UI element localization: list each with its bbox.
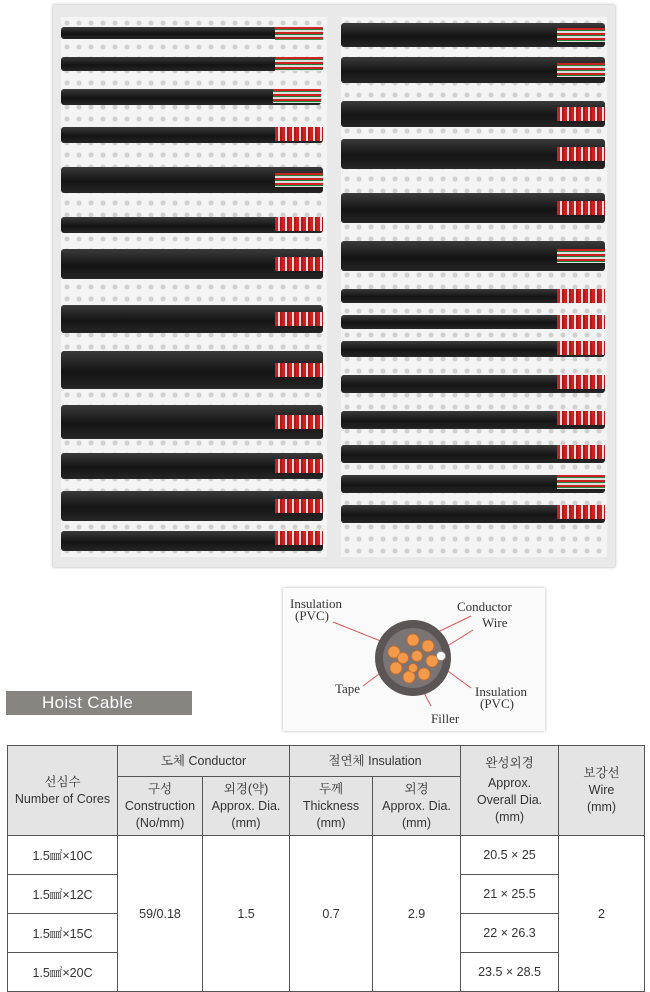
cable bbox=[341, 411, 605, 429]
header-overall-en-2: Overall Dia. bbox=[476, 793, 543, 807]
cable bbox=[61, 491, 323, 521]
header-construction bbox=[118, 777, 203, 836]
cable bbox=[341, 193, 605, 223]
header-cores bbox=[8, 746, 118, 836]
header-construction-ko: 구성 bbox=[147, 781, 173, 796]
cable bbox=[341, 139, 605, 169]
cell-overall-dia: 23.5 × 28.5 bbox=[461, 953, 559, 992]
table-row bbox=[8, 836, 645, 875]
cell-overall-dia: 20.5 × 25 bbox=[461, 836, 559, 875]
cell-wire: 2 bbox=[559, 836, 645, 992]
label-tape: Tape bbox=[335, 681, 361, 696]
cross-section-diagram bbox=[283, 588, 545, 731]
cable bbox=[341, 315, 605, 329]
cell-construction: 59/0.18 bbox=[118, 836, 203, 992]
cable bbox=[341, 57, 605, 83]
header-overall-en-1: Approx. bbox=[487, 776, 532, 790]
header-cores-en: Number of Cores bbox=[14, 791, 111, 806]
header-conductor-group: 도체 Conductor bbox=[118, 746, 290, 777]
cable bbox=[61, 531, 323, 551]
cell-cores: 1.5㎟×15C bbox=[8, 914, 118, 953]
header-overall-unit: (mm) bbox=[494, 810, 525, 824]
cell-cores: 1.5㎟×12C bbox=[8, 875, 118, 914]
cable bbox=[341, 289, 605, 303]
cable bbox=[341, 505, 605, 523]
cable bbox=[61, 217, 323, 233]
header-cond-dia-en: Approx. Dia. bbox=[211, 798, 281, 813]
header-conductor-dia bbox=[203, 777, 290, 836]
cell-overall-dia: 22 × 26.3 bbox=[461, 914, 559, 953]
header-insulation-group: 절연체 Insulation bbox=[290, 746, 461, 777]
label-wire: Wire bbox=[482, 615, 508, 630]
header-overall-dia bbox=[461, 746, 559, 836]
cable bbox=[341, 23, 605, 47]
cable bbox=[341, 375, 605, 393]
cable bbox=[61, 27, 323, 39]
header-thickness-en: Thickness bbox=[302, 798, 360, 813]
cable bbox=[61, 167, 323, 193]
header-insulation-dia bbox=[373, 777, 461, 836]
header-overall-ko: 완성외경 bbox=[485, 756, 534, 770]
cable bbox=[341, 101, 605, 127]
cable bbox=[341, 341, 605, 357]
header-wire-ko: 보강선 bbox=[583, 766, 620, 780]
cell-cores: 1.5㎟×10C bbox=[8, 836, 118, 875]
header-thickness-unit: (mm) bbox=[316, 815, 346, 830]
header-cores-ko: 선심수 bbox=[44, 774, 81, 789]
header-ins-dia-unit: (mm) bbox=[401, 815, 432, 830]
header-cond-dia-unit: (mm) bbox=[231, 815, 261, 830]
cell-cores: 1.5㎟×20C bbox=[8, 953, 118, 992]
header-cond-dia-ko: 외경(약) bbox=[223, 781, 269, 796]
label-conductor: Conductor bbox=[457, 599, 512, 614]
cable bbox=[61, 305, 323, 333]
photo-panel-left bbox=[61, 17, 327, 557]
label-insulation-top-pvc: (PVC) bbox=[295, 608, 329, 623]
cell-overall-dia: 21 × 25.5 bbox=[461, 875, 559, 914]
header-thickness bbox=[290, 777, 373, 836]
header-ins-dia-ko: 외경 bbox=[404, 781, 429, 796]
header-construction-en: Construction bbox=[124, 798, 196, 813]
label-filler: Filler bbox=[431, 711, 460, 726]
header-wire-unit: (mm) bbox=[586, 800, 617, 814]
header-ins-dia-en: Approx. Dia. bbox=[382, 798, 451, 813]
header-wire-en: Wire bbox=[588, 783, 615, 797]
header-wire bbox=[559, 746, 645, 836]
cell-conductor-dia: 1.5 bbox=[203, 836, 290, 992]
spec-table bbox=[7, 745, 645, 992]
cable bbox=[61, 249, 323, 279]
cable bbox=[341, 445, 605, 463]
section-title: Hoist Cable bbox=[6, 691, 192, 715]
header-thickness-ko: 두께 bbox=[318, 781, 344, 796]
cell-thickness: 0.7 bbox=[290, 836, 373, 992]
label-insulation-bottom: Insulation bbox=[475, 684, 527, 699]
cable bbox=[61, 405, 323, 439]
product-photo bbox=[53, 5, 615, 567]
cable bbox=[61, 89, 321, 105]
label-insulation-top: Insulation bbox=[290, 596, 342, 611]
cell-insulation-dia: 2.9 bbox=[373, 836, 461, 992]
cable bbox=[61, 351, 323, 389]
cable bbox=[61, 57, 323, 71]
cable bbox=[341, 475, 605, 493]
cable bbox=[341, 241, 605, 271]
header-construction-unit: (No/mm) bbox=[135, 815, 185, 830]
cable bbox=[61, 127, 323, 143]
photo-panel-right bbox=[341, 17, 607, 557]
cable bbox=[61, 453, 323, 479]
label-insulation-bottom-pvc: (PVC) bbox=[480, 696, 514, 711]
